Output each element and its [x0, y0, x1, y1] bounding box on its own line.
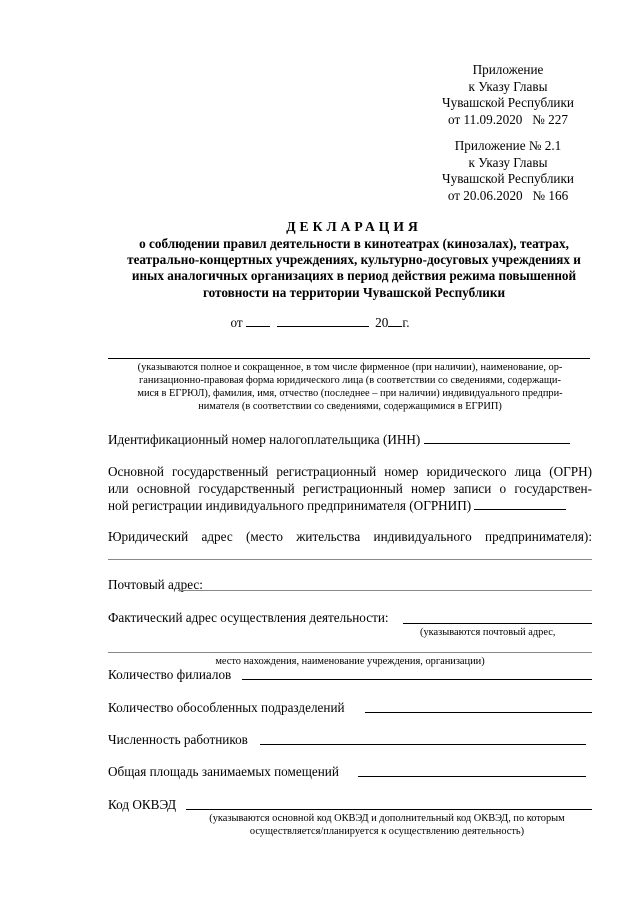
postal-address-label: Почтовый адрес:	[108, 577, 203, 592]
subdivisions-blank[interactable]	[365, 712, 592, 713]
declaration-title: ДЕКЛАРАЦИЯ	[286, 219, 422, 234]
org-name-note	[108, 361, 592, 413]
area-label: Общая площадь занимаемых помещений	[108, 764, 339, 779]
okved-blank[interactable]	[186, 809, 592, 810]
okved-note-line-2: осуществляется/планируется к осуществлению деятельность)	[249, 826, 525, 837]
ogrn-line-1: Основной государственный регистрационный номер юридического лица (ОГРН)	[108, 464, 592, 479]
okved-note-line-1: (указываются основной код ОКВЭД и дополнительный код ОКВЭД, по которым	[209, 813, 565, 824]
appendix-2-line-4: от 20.06.2020 № 166	[447, 187, 569, 203]
date-year-blank[interactable]	[388, 314, 402, 327]
date-from-label: от	[230, 315, 243, 330]
inn-label: Идентификационный номер налогоплательщика (ИНН)	[108, 432, 421, 447]
subtitle-line: иных аналогичных организациях в период действия режима повышенной	[131, 268, 577, 284]
actual-address-note-1: (указываются почтовый адрес,	[420, 627, 556, 638]
org-note-line: ганизационно-правовая форма юридического лица (в соответствии со сведениями, содержащи-	[139, 375, 561, 386]
ogrn-line-3: ной регистрации индивидуального предпринимателя (ОГРНИП)	[108, 498, 472, 513]
org-note-line: (указываются полное и сокращенное, в том числе фирменное (при наличии), наименование, ор-	[137, 362, 563, 373]
appendix-1-line-4: от 11.09.2020 № 227	[448, 111, 568, 127]
date-day-blank[interactable]	[246, 314, 270, 327]
inn-blank[interactable]	[424, 431, 570, 444]
org-name-blank[interactable]	[108, 358, 590, 359]
subdivisions-row	[108, 699, 345, 716]
appendix-1-line-2: к Указу Главы	[468, 78, 548, 94]
branches-label: Количество филиалов	[108, 667, 232, 682]
subtitle-line: готовности на территории Чувашской Республики	[202, 284, 506, 300]
actual-address-note-2: место нахождения, наименование учреждения, организации)	[215, 656, 485, 667]
appendix-2-line-2: к Указу Главы	[468, 154, 548, 170]
appendix-2-line-3: Чувашской Республики	[442, 171, 574, 186]
subtitle-line: театрально-концертных учреждениях, культурно-досуговых учреждениях и	[127, 252, 581, 268]
org-note-line: нимателя (в соответствии со сведениями, содержащимися в ЕГРИП)	[198, 401, 502, 412]
actual-address-blank[interactable]	[403, 623, 592, 624]
subdivisions-label: Количество обособленных подразделений	[108, 700, 345, 715]
declaration-subtitle	[106, 236, 602, 301]
actual-address-row	[108, 609, 389, 626]
appendix-2-block	[423, 138, 593, 204]
appendix-1-line-1: Приложение	[472, 62, 544, 77]
employees-label: Численность работников	[108, 732, 248, 747]
area-blank[interactable]	[358, 776, 586, 777]
subtitle-line: о соблюдении правил деятельности в кинотеатрах (кинозалах), театрах,	[139, 236, 569, 251]
ogrn-blank[interactable]	[474, 497, 566, 510]
area-row	[108, 763, 339, 780]
date-suffix: г.	[402, 315, 410, 330]
appendix-1-line-3: Чувашской Республики	[442, 95, 574, 110]
inn-row	[108, 431, 570, 448]
employees-row	[108, 731, 248, 748]
appendix-1-block	[423, 62, 593, 128]
postal-address-blank[interactable]	[178, 590, 592, 591]
okved-note	[180, 812, 594, 838]
legal-address-label: Юридический адрес (место жительства индивидуального предпринимателя):	[108, 529, 592, 544]
okved-row	[108, 796, 176, 813]
date-month-blank[interactable]	[277, 314, 369, 327]
actual-address-blank-2[interactable]	[108, 652, 592, 653]
ogrn-line-2: или основной государственный регистрационный номер записи о государствен-	[108, 481, 592, 496]
date-year-prefix: 20	[375, 315, 389, 330]
employees-blank[interactable]	[260, 744, 586, 745]
actual-address-label: Фактический адрес осуществления деятельности:	[108, 610, 389, 625]
declaration-date-line	[0, 314, 640, 331]
org-note-line: мися в ЕГРЮЛ), фамилия, имя, отчество (последнее – при наличии) индивидуального предпри-	[137, 388, 563, 399]
okved-label: Код ОКВЭД	[108, 797, 177, 812]
appendix-2-line-1: Приложение № 2.1	[454, 138, 562, 153]
branches-blank[interactable]	[242, 679, 592, 680]
branches-row	[108, 666, 231, 683]
legal-address-blank[interactable]	[108, 559, 592, 560]
ogrn-row	[108, 497, 566, 514]
